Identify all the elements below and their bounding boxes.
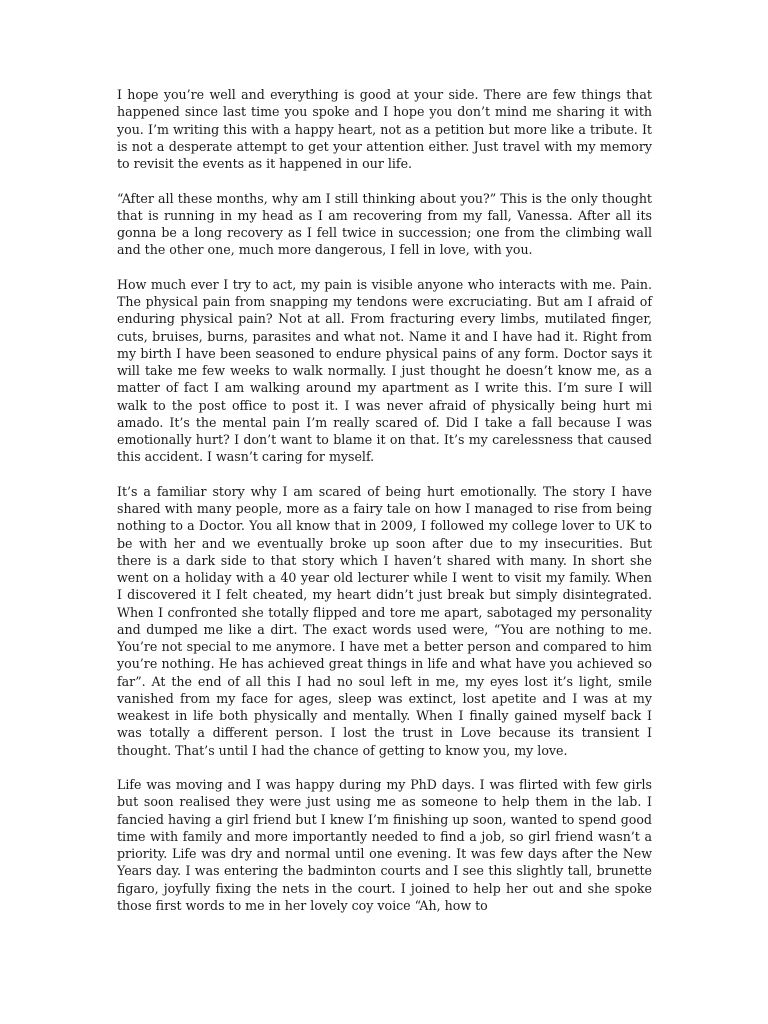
document-body xyxy=(117,86,652,931)
paragraph-4: It’s a familiar story why I am scared of being hurt emotionally. The story I have shared with many people, more as a fairy tale on how I managed to rise from being nothing to a Doctor. You all know that in 2009, I followed my college lover to UK to be with her and we eventually broke up soon after due to my insecurities. But there is a dark side to that story which I haven’t shared with many. In short she went on a holiday with a 40 year old lecturer while I went to visit my family. When I discovered it I felt cheated, my heart didn’t just break but simply disintegrated. When I confronted she totally flipped and tore me apart, sabotaged my personality and dumped me like a dirt. The exact words used were, “You are nothing to me. You’re not special to me anymore. I have met a better person and compared to him you’re nothing. He has achieved great things in life and what have you achieved so far”. At the end of all this I had no soul left in me, my eyes lost it’s light, smile vanished from my face for ages, sleep was extinct, lost apetite and I was at my weakest in life both physically and mentally. When I finally gained myself back I was totally a different person. I lost the trust in Love because its transient I thought. That’s until I had the chance of getting to know you, my love. xyxy=(117,483,652,758)
paragraph-2: “After all these months, why am I still thinking about you?” This is the only thought that is running in my head as I am recovering from my fall, Vanessa. After all its gonna be a long recovery as I fell twice in succession; one from the climbing wall and the other one, much more dangerous, I fell in love, with you. xyxy=(117,190,652,258)
paragraph-5: Life was moving and I was happy during my PhD days. I was flirted with few girls but soon realised they were just using me as someone to help them in the lab. I fancied having a girl friend but I knew I’m finishing up soon, wanted to spend good time with family and more importantly needed to find a job, so girl friend wasn’t a priority. Life was dry and normal until one evening. It was few days after the New Years day. I was entering the badminton courts and I see this slightly tall, brunette figaro, joyfully fixing the nets in the court. I joined to help her out and she spoke those first words to me in her lovely coy voice “Ah, how to xyxy=(117,777,652,913)
paragraph-3: How much ever I try to act, my pain is visible anyone who interacts with me. Pain. The physical pain from snapping my tendons were excruciating. But am I afraid of enduring physical pain? Not at all. From fracturing every limbs, mutilated finger, cuts, bruises, burns, parasites and what not. Name it and I have had it. Right from my birth I have been seasoned to endure physical pains of any form. Doctor says it will take me few weeks to walk normally. I just thought he doesn’t know me, as a matter of fact I am walking around my apartment as I write this. I’m sure I will walk to the post office to post it. I was never afraid of physically being hurt mi amado. It’s the mental pain I’m really scared of. Did I take a fall because I was emotionally hurt? I don’t want to blame it on that. It’s my carelessness that caused this accident. I wasn’t caring for myself. xyxy=(117,276,652,465)
paragraph-1: I hope you’re well and everything is good at your side. There are few things that happened since last time you spoke and I hope you don’t mind me sharing it with you. I’m writing this with a happy heart, not as a petition but more like a tribute. It is not a desperate attempt to get your attention either. Just travel with my memory to revisit the events as it happened in our life. xyxy=(117,87,652,171)
